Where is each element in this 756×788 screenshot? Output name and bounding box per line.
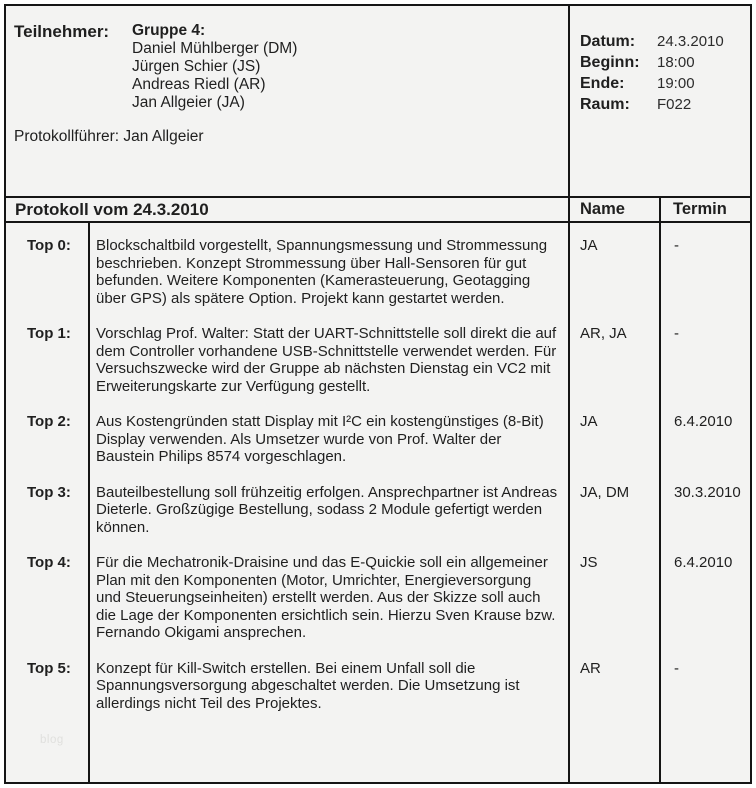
top-description: Vorschlag Prof. Walter: Statt der UART-Schnittstelle soll direkt die auf dem Controller vorhandene USB-Schnittstelle verwendet werden. Für Versuchszwecke wird der Gruppe ab nächsten Dienstag ein VC2 mit Erweiterungskarte zur Verfügung gestellt. — [90, 325, 570, 413]
protocol-document — [4, 4, 752, 784]
top-termin: 6.4.2010 — [674, 554, 733, 571]
participants-block — [14, 22, 560, 112]
meta-value: 19:00 — [657, 75, 695, 92]
header-section — [6, 6, 750, 196]
group-title: Gruppe 4: — [132, 22, 206, 39]
top-name: JA, DM — [570, 484, 661, 555]
meta-label: Raum: — [580, 96, 630, 113]
top-description: Konzept für Kill-Switch erstellen. Bei einem Unfall soll die Spannungsversorgung abgeschaltet werden. Die Umsetzung ist allerdings nicht Teil des Projektes. — [90, 660, 570, 731]
participant-name: Daniel Mühlberger (DM) — [132, 40, 298, 57]
top-name: JS — [570, 554, 661, 660]
top-label: Top 5: — [6, 660, 90, 731]
meta-row-beginn — [580, 52, 750, 73]
meta-row-ende — [580, 73, 750, 94]
participant-name: Andreas Riedl (AR) — [132, 76, 266, 93]
top-name: AR, JA — [570, 325, 661, 413]
protocol-title: Protokoll vom 24.3.2010 — [6, 198, 570, 221]
top-description: Blockschaltbild vorgestellt, Spannungsmessung und Strommessung beschrieben. Konzept Strommessung über Hall-Sensoren für gut befunden. Weitere Komponenten (Kamerasteuerung, Geotagging über GPS) als spätere Option. Projekt kann gestartet werden. — [90, 223, 570, 325]
column-header-name: Name — [570, 198, 661, 221]
top-termin: - — [674, 659, 679, 677]
meta-label: Beginn: — [580, 54, 640, 71]
top-name: JA — [570, 223, 661, 325]
protocol-title-row — [6, 196, 750, 221]
meta-value: F022 — [657, 96, 692, 113]
top-termin: 6.4.2010 — [674, 413, 733, 430]
meta-value: 18:00 — [657, 54, 695, 71]
meta-panel — [570, 6, 750, 196]
top-termin: - — [674, 325, 679, 342]
participant-name: Jan Allgeier (JA) — [132, 94, 245, 111]
top-termin: 30.3.2010 — [674, 483, 741, 501]
watermark-text: blog — [40, 734, 64, 746]
top-label: Top 3: — [6, 484, 90, 555]
top-description: Aus Kostengründen statt Display mit I²C ein kostengünstiges (8-Bit) Display verwenden. Als Umsetzer wurde von Prof. Walter der Baustein Philips 8574 vorgeschlagen. — [90, 413, 570, 484]
filler-cell — [661, 730, 750, 782]
top-description: Für die Mechatronik-Draisine und das E-Quickie soll ein allgemeiner Plan mit den Komponenten (Motor, Umrichter, Energieversorgung und Steuerungseinheiten) erstellt werden. Aus der Skizze soll auch die Lage der Komponenten ersichtlich sein. Hierzu Sven Krause bzw. Fernando Okigami ansprechen. — [90, 554, 570, 660]
top-label: Top 2: — [6, 413, 90, 484]
meta-row-datum — [580, 31, 750, 52]
filler-cell — [90, 730, 570, 782]
meta-label: Datum: — [580, 33, 636, 50]
secretary-line: Protokollführer: Jan Allgeier — [14, 128, 204, 145]
meta-value: 24.3.2010 — [657, 33, 724, 50]
participants-label: Teilnehmer: — [14, 22, 110, 41]
filler-cell — [570, 730, 661, 782]
top-name: AR — [570, 660, 661, 731]
meta-label: Ende: — [580, 75, 625, 92]
top-label: Top 4: — [6, 554, 90, 660]
group-members — [132, 22, 297, 112]
top-description: Bauteilbestellung soll frühzeitig erfolgen. Ansprechpartner ist Andreas Dieterle. Großzügige Bestellung, sodass 2 Module gefertigt werden können. — [90, 484, 570, 555]
participants-section — [6, 6, 570, 196]
top-termin: - — [674, 237, 679, 254]
top-label: Top 1: — [6, 325, 90, 413]
top-label: Top 0: — [6, 223, 90, 325]
participant-name: Jürgen Schier (JS) — [132, 58, 261, 75]
protocol-table-body — [6, 221, 750, 782]
column-header-termin: Termin — [673, 200, 727, 218]
meta-row-raum — [580, 94, 750, 115]
top-name: JA — [570, 413, 661, 484]
